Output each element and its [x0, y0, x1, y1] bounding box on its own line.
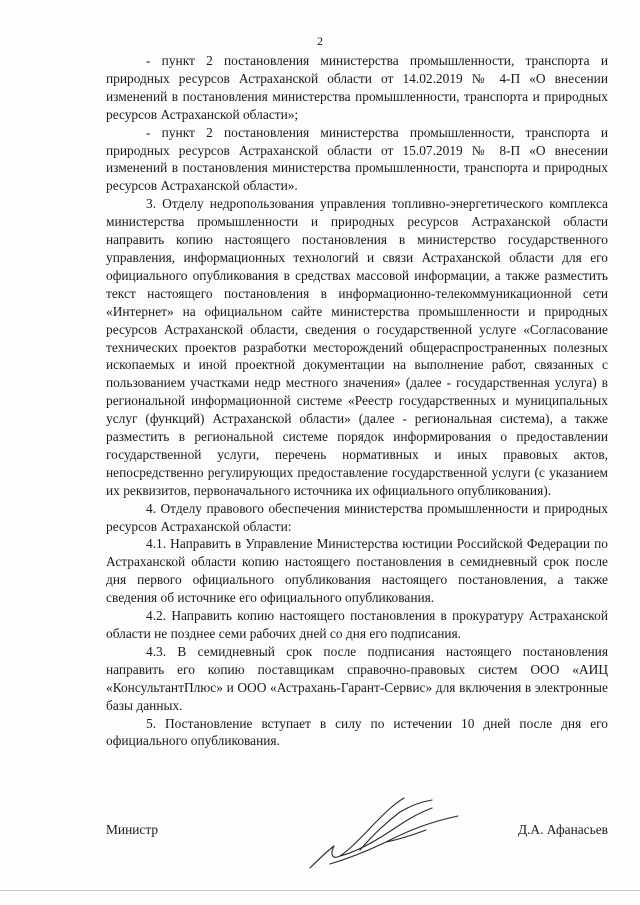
signatory-position: Министр	[106, 822, 159, 837]
document-body	[106, 52, 608, 750]
paragraph-section-4-3: 4.3. В семидневный срок после подписания настоящего постановления направить его копию поставщикам справочно-правовых систем ООО «АИЦ «КонсультантПлюс» и ООО «Астрахань-Гарант-Сервис» для включения в электронные базы данных.	[106, 643, 608, 713]
paragraph-section-3: 3. Отделу недропользования управления топливно-энергетического комплекса министерства промышленности и природных ресурсов Астраханской области направить копию настоящего постановления в министерство государственного управления, информационных технологий и связи Астраханской области для его официального опубликования в средствах массовой информации, а также разместить текст настоящего постановления в информационно-телекоммуникационной сети «Интернет» на официальном сайте министерства промышленности и природных ресурсов Астраханской области, сведения о государственной услуге «Согласование технических проектов разработки месторождений общераспространенных полезных ископаемых и иной проектной документации на выполнение работ, связанных с пользованием участками недр местного значения» (далее - государственная услуга) в региональной информационной системе «Реестр государственных и муниципальных услуг (функций) Астраханской области» (далее - региональная система), а также разместить в региональной системе порядок информирования о предоставлении государственной услуги, перечень нормативных и иных правовых актов, непосредственно регулирующих предоставление государственной услуги (с указанием их реквизитов, первоначального источника их официального опубликования).	[106, 196, 608, 498]
paragraph-section-4: 4. Отделу правового обеспечения министерства промышленности и природных ресурсов Астраханской области:	[106, 500, 608, 534]
paragraph-section-5: 5. Постановление вступает в силу по истечении 10 дней после дня его официального опубликования.	[106, 715, 608, 749]
signatory-name: Д.А. Афанасьев	[517, 822, 608, 837]
scan-edge-divider	[0, 890, 640, 891]
page-number: 2	[317, 34, 323, 48]
handwritten-signature	[300, 790, 470, 880]
paragraph-section-4-1: 4.1. Направить в Управление Министерства юстиции Российской Федерации по Астраханской области копию настоящего постановления в семидневный срок после дня первого официального опубликования настоящего постановления, а также сведения об источнике его официального опубликования.	[106, 536, 608, 606]
paragraph-item-2: - пункт 2 постановления министерства промышленности, транспорта и природных ресурсов Астраханской области от 15.07.2019 № 8-П «О внесении изменений в постановления министерства промышленности, транспорта и природных ресурсов Астраханской области».	[106, 124, 608, 194]
paragraph-item-1: - пункт 2 постановления министерства промышленности, транспорта и природных ресурсов Астраханской области от 14.02.2019 № 4-П «О внесении изменений в постановления министерства промышленности, транспорта и природных ресурсов Астраханской области»;	[106, 53, 608, 122]
paragraph-section-4-2: 4.2. Направить копию настоящего постановления в прокуратуру Астраханской области не позднее семи рабочих дней со дня его подписания.	[106, 608, 608, 641]
